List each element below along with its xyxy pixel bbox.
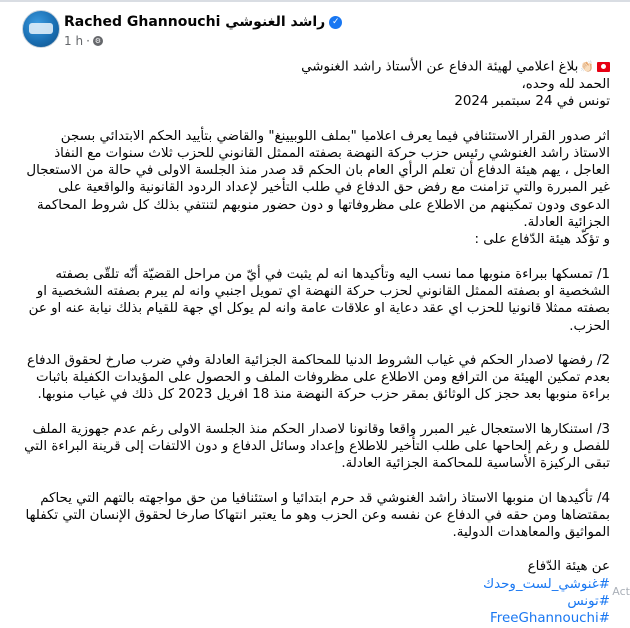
hashtag-link[interactable]: #غنوشي_لست_وحدك [483, 576, 610, 592]
intro-line: و تؤكّد هيئة الدّفاع على : [474, 232, 610, 248]
signature-line: عن هيئة الدّفاع [527, 559, 610, 575]
statement-title-line: 👏🏻بلاغ اعلامي لهيئة الدفاع عن الأستاذ راشد الغنوشي [20, 58, 610, 76]
clapping-hands-icon: 👏🏻 [580, 60, 594, 73]
author-row [64, 14, 342, 30]
point-2: 2/ رفضها لاصدار الحكم في غياب الشروط الدنيا للمحاكمة الجزائية العادلة وفي ضرب صارخ لحقوق الدفاع بعدم تمكين الهيئة من الترافع ومن الاطلاع على مظروفات الملف و الحصول على المؤيدات الكفيلة باثبات براءة منوبها بعد حجز كل الوثائق بمقر حزب حركة النهضة منذ 18 افريل 2023 كل ذلك في غياب منوبها. [27, 352, 610, 403]
privacy-gear-icon[interactable]: ⚙ [94, 37, 102, 45]
post-body [20, 58, 610, 628]
post-meta: 1 h · ⚙ [64, 34, 102, 48]
avatar[interactable] [22, 10, 60, 48]
praise-line: الحمد لله وحده، [521, 76, 610, 92]
point-1: 1/ تمسكها ببراءة منوبها مما نسب اليه وتأكيدها انه لم يثبت في أيّ من مراحل القضيّة أنّه تلقّى بصفته الشخصية او بصفته الممثل القانوني لحزب حركة النهضة اي تمويل اجنبي وانه لم يبرم بصفته الشخصية او بصفته ممثلا قانونيا للحزب اي عقد دعاية او علاقات عامة وانه لم يوكل اي جهة للقيام بذلك نيابة عنه او عن الحزب. [28, 266, 610, 334]
author-name[interactable]: Rached Ghannouchi راشد الغنوشي [64, 14, 326, 30]
avatar-logo-icon [29, 23, 53, 34]
hashtag-link[interactable]: #FreeGhannouchi [490, 611, 610, 627]
hashtag-link[interactable]: #تونس [567, 594, 610, 610]
point-3: 3/ استنكارها الاستعجال غير المبرر واقعا وقانونا لاصدار الحكم منذ الجلسة الاولى رغم عدم جهوزية الملف للفصل و رغم إلحاحها على طلب التأخير للاطلاع وإعداد وسائل الدفاع و دون الالتفات إلى قرينة البراءة التي تبقى الركيزة الأساسية للمحاكمة الجزائية العادلة. [24, 421, 610, 472]
paragraph-1: اثر صدور القرار الاستئنافي فيما يعرف اعلاميا "بملف اللوبيينغ" والقاضي بتأييد الحكم الابتدائي بسجن الاستاذ راشد الغنوشي رئيس حزب حركة النهضة بصفته الممثل القانوني للحزب ثلاث سنوات مع النفاذ العاجل ، يهم هيئة الدفاع أن تعلم الرأي العام بان الحكم قد صدر منذ الجلسة الاولى في حالة من الاستعجال غير المبررة والتي تزامنت مع رفض حق الدفاع في طلب التأخير لإعداد الردود القانونية والواقعية على الدعوى ودون تمكينهم من الاطلاع على مظروفاتها و دون حضور منوبهم لتنتفي بذلك كل شروط المحاكمة الجزائية العادلة. [26, 128, 610, 231]
date-line: تونس في 24 سبتمبر 2024 [454, 94, 610, 110]
point-4: 4/ تأكيدها ان منوبها الاستاذ راشد الغنوشي قد حرم ابتدائيا و استئنافيا من حق مواجهته بالتهم التي يحاكم بمقتضاها ومن حقه في الدفاع عن نفسه وعن الحزب وهو ما يعتبر انتهاكا صارخا لحقوق الإنسان التي تكفلها المواثيق والمعاهدات الدولية. [25, 490, 610, 541]
tunisia-flag-icon [597, 62, 610, 72]
activate-watermark: Act [612, 585, 630, 598]
post-time[interactable]: 1 h [64, 34, 84, 48]
post-header [22, 10, 340, 52]
verified-badge-icon: ✓ [329, 16, 342, 29]
